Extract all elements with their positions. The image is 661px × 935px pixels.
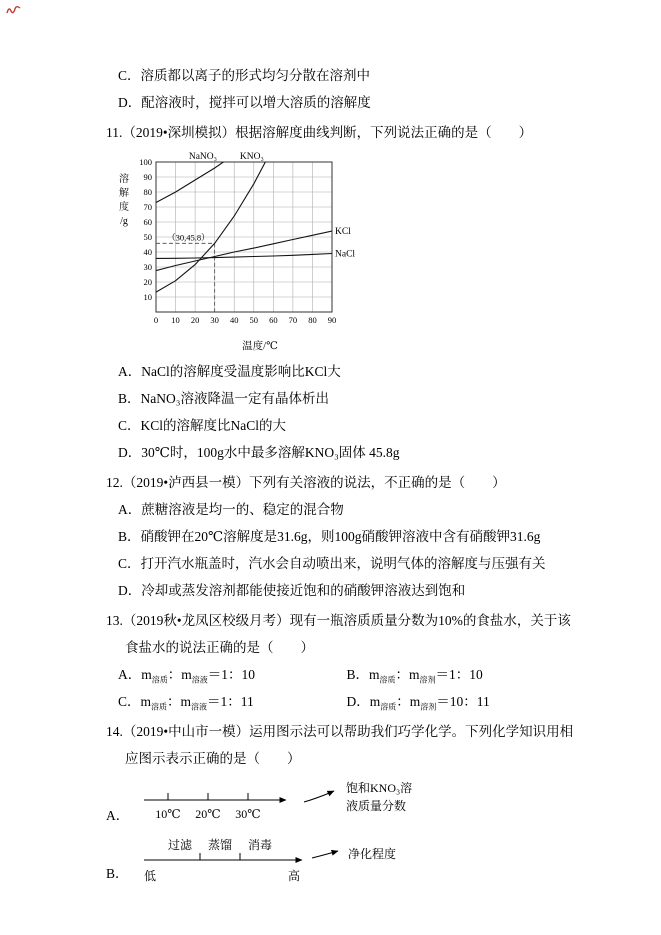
svg-text:解: 解: [119, 188, 129, 199]
svg-text:30: 30: [143, 262, 152, 272]
option-letter: A．: [118, 667, 142, 682]
svg-text:30: 30: [210, 315, 219, 325]
diagram-b-target: 净化程度: [348, 847, 397, 861]
pointer-arrow-icon: [304, 791, 334, 802]
svg-text:20: 20: [190, 315, 200, 325]
question-13-options: [106, 661, 575, 715]
svg-text:60: 60: [269, 315, 278, 325]
svg-text:50: 50: [143, 232, 152, 242]
svg-text:50: 50: [249, 315, 259, 325]
svg-text:100: 100: [139, 157, 152, 167]
q13-option-c: [118, 688, 347, 715]
tick-label-filter: 过滤: [167, 838, 193, 852]
prior-option-c: C．溶质都以离子的形式均匀分散在溶剂中: [118, 68, 371, 83]
q13-option-d: [347, 688, 576, 715]
svg-text:度: 度: [119, 202, 129, 213]
svg-text:溶: 溶: [119, 174, 129, 185]
prior-option-d: D．配溶液时，搅拌可以增大溶质的溶解度: [118, 95, 371, 110]
svg-text:60: 60: [143, 217, 152, 227]
q14-diagram-a-letter: A．: [106, 807, 130, 823]
question-11-stem: 11.（2019•深圳模拟）根据溶解度曲线判断，下列说法正确的是（ ）: [106, 125, 533, 140]
question-14: [106, 718, 575, 888]
svg-text:10: 10: [171, 315, 180, 325]
option-expression: $m_{溶质}$：$m_{溶液}=1$：10: [141, 667, 256, 685]
q14-number-line-a: [136, 776, 486, 830]
svg-text:40: 40: [229, 315, 239, 325]
tick-label-20c: 20℃: [195, 807, 221, 821]
question-12-stem: 12.（2019•泸西县一模）下列有关溶液的说法，不正确的是（ ）: [106, 475, 506, 490]
tick-label-disinfect: 消毒: [247, 838, 273, 852]
question-13-stem: 13.（2019秋•龙凤区校级月考）现有一瓶溶质质量分数为10%的食盐水，关于该食盐水的说法正确的是（ ）: [106, 613, 571, 655]
svg-text:70: 70: [143, 202, 152, 212]
svg-text:20: 20: [143, 277, 152, 287]
svg-text:10: 10: [143, 292, 152, 302]
series-label-KNO₃: KNO₃: [239, 152, 264, 162]
q11-option-d: D．30℃时，100g水中最多溶解KNO₃固体 45.8g: [118, 445, 400, 460]
svg-text:70: 70: [288, 315, 298, 325]
q11-option-b: B．NaNO₃溶液降温一定有晶体析出: [118, 391, 329, 406]
option-expression: $m_{溶质}$：$m_{溶剂}=1$：10: [369, 667, 483, 685]
q14-number-line-b: [136, 834, 486, 888]
q13-option-a: [118, 661, 347, 688]
option-letter: B．: [346, 667, 370, 682]
svg-text:/g: /g: [120, 216, 128, 227]
q14-diagram-b-letter: B．: [106, 865, 129, 881]
series-label-NaCl: NaCl: [335, 249, 356, 260]
option-letter: C．: [118, 694, 141, 709]
diagram-a-target-line2: 液质量分数: [346, 799, 407, 813]
x-axis-label: 温度/℃: [242, 341, 278, 352]
tick-label-30c: 30℃: [235, 807, 261, 821]
tick-label-distill: 蒸馏: [207, 838, 233, 852]
low-label: 低: [144, 869, 157, 883]
svg-text:40: 40: [143, 247, 152, 257]
q14-diagram-a-row: [106, 776, 575, 830]
pointer-arrow-icon: [312, 851, 338, 858]
tick-label-10c: 10℃: [155, 807, 181, 821]
series-label-NaNO₃: NaNO₃: [188, 152, 217, 162]
series-label-KCl: KCl: [335, 227, 351, 237]
option-expression: $m_{溶质}$：$m_{溶剂}=10$：11: [369, 694, 490, 712]
question-12: [106, 469, 575, 604]
question-14-stem: 14.（2019•中山市一模）运用图示法可以帮助我们巧学化学。下列化学知识用相应图示表示正确的是（ ）: [106, 724, 574, 766]
q12-option-b: B．硝酸钾在20℃溶解度是31.6g，则100g硝酸钾溶液中含有硝酸钾31.6g: [118, 529, 541, 544]
series-NaCl: [156, 254, 332, 259]
question-13: [106, 607, 575, 715]
q12-option-c: C．打开汽水瓶盖时，汽水会自动喷出来，说明气体的溶解度与压强有关: [118, 556, 546, 571]
q12-option-a: A．蔗糖溶液是均一的、稳定的混合物: [118, 502, 344, 517]
corner-watermark-icon: [6, 4, 22, 16]
y-axis-label: [119, 172, 129, 227]
q13-option-b: [347, 661, 576, 688]
q12-option-d: D．冷却或蒸发溶剂都能使接近饱和的硝酸钾溶液达到饱和: [118, 583, 466, 598]
diagram-a-target-line1: 饱和KNO₃溶: [346, 781, 413, 795]
question-11: [106, 119, 575, 466]
high-label: 高: [287, 869, 301, 883]
q11-option-c: C．KCl的溶解度比NaCl的大: [118, 418, 287, 433]
svg-text:90: 90: [143, 172, 152, 182]
option-expression: $m_{溶质}$：$m_{溶液}=1$：11: [140, 694, 254, 712]
svg-text:80: 80: [143, 187, 152, 197]
option-letter: D．: [346, 694, 370, 709]
solubility-curve-plot: [108, 150, 360, 352]
solubility-chart: [108, 150, 575, 356]
annotation-label: （30,45.8）: [167, 232, 210, 243]
svg-text:80: 80: [308, 315, 317, 325]
svg-text:90: 90: [327, 315, 337, 325]
q11-option-a: A．NaCl的溶解度受温度影响比KCl大: [118, 364, 341, 379]
svg-text:0: 0: [153, 315, 159, 325]
q14-diagram-b-row: [106, 834, 575, 888]
